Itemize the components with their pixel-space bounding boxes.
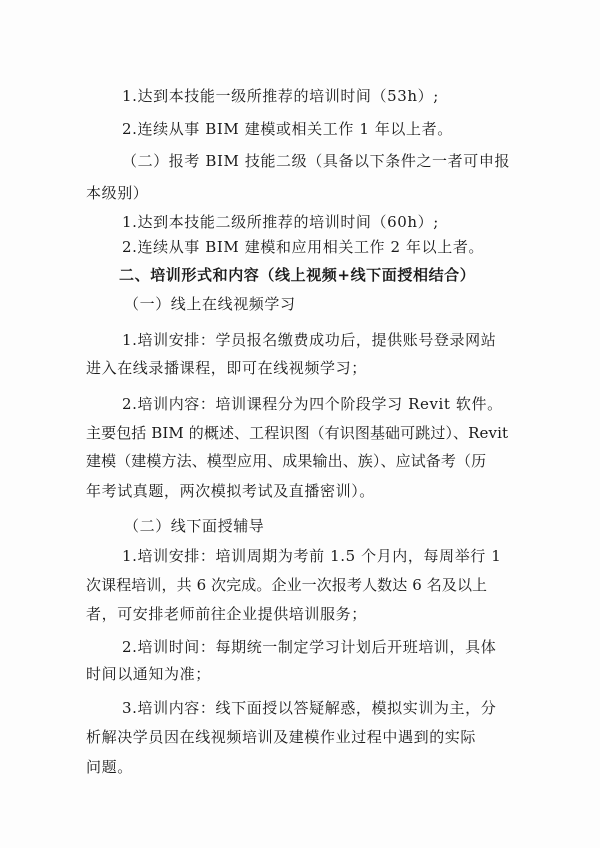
requirement-4-line: 2.连续从事 BIM 建模和应用相关工作 2 年以上者。 <box>122 238 485 256</box>
offline-content-line-1: 3.培训内容：线下面授以答疑解惑，模拟实训为主，分 <box>122 699 497 717</box>
offline-arrangement-line-3: 者，可安排老师前往企业提供培训服务； <box>86 605 367 623</box>
online-content-line-2: 主要包括 BIM 的概述、工程识图（有识图基础可跳过）、Revit <box>86 424 509 442</box>
requirement-1-line: 1.达到本技能一级所推荐的培训时间（53h）; <box>122 87 439 105</box>
subheading-level-2-line: （二）报考 BIM 技能二级（具备以下条件之一者可申报 <box>122 152 511 170</box>
offline-content-line-2: 析解决学员因在线视频培训及建模作业过程中遇到的实际 <box>86 728 477 746</box>
section-heading: 二、培训形式和内容（线上视频+线下面授相结合） <box>119 266 476 284</box>
online-content-line-4: 年考试真题，两次模拟考试及直播密训）。 <box>86 482 375 500</box>
subheading-level-2-cont: 本级别） <box>86 184 149 202</box>
offline-arrangement-line-1: 1.培训安排：培训周期为考前 1.5 个月内，每周举行 1 <box>122 547 502 565</box>
requirement-3-line: 1.达到本技能二级所推荐的培训时间（60h）; <box>122 213 439 231</box>
online-content-line-3: 建模（建模方法、模型应用、成果输出、族）、应试备考（历 <box>86 452 487 470</box>
online-arrangement-line-2: 进入在线录播课程，即可在线视频学习； <box>86 359 367 377</box>
offline-time-line-1: 2.培训时间：每期统一制定学习计划后开班培训，具体 <box>122 638 497 656</box>
online-subheading: （一）线上在线视频学习 <box>124 295 296 313</box>
online-content-line-1: 2.培训内容：培训课程分为四个阶段学习 Revit 软件。 <box>122 395 503 413</box>
offline-subheading: （二）线下面授辅导 <box>124 517 265 535</box>
offline-arrangement-line-2: 次课程培训，共 6 次完成。企业一次报考人数达 6 名及以上 <box>86 576 488 594</box>
offline-content-line-3: 问题。 <box>86 758 133 776</box>
offline-time-line-2: 时间以通知为准； <box>86 665 211 683</box>
online-arrangement-line-1: 1.培训安排：学员报名缴费成功后，提供账号登录网站 <box>122 331 497 349</box>
requirement-2-line: 2.连续从事 BIM 建模或相关工作 1 年以上者。 <box>122 120 453 138</box>
